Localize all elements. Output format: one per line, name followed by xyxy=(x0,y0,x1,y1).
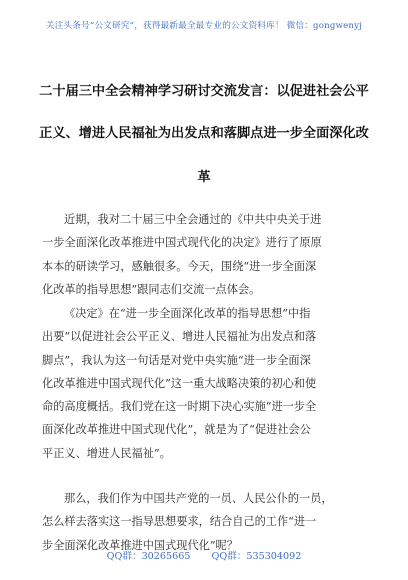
paragraph-line: 脚点”，我认为这一句话是对党中央实施“进一步全面深 xyxy=(42,353,311,367)
header-promo-note: 关注头条号“公文研究”，获得最新最全最专业的公文资料库！ 微信：gongwenyj xyxy=(45,21,363,31)
paragraph-line: 《决定》在“进一步全面深化改革的指导思想”中指 xyxy=(64,307,311,320)
paragraph-line: 那么，我们作为中国共产党的一员、人民公仆的一员， xyxy=(64,492,333,505)
paragraph-line: 出要“以促进社会公平正义、增进人民福祉为出发点和落 xyxy=(42,330,317,344)
paragraph-1 xyxy=(42,208,371,301)
title-line-2: 正义、增进人民福祉为出发点和落脚点进一步全面深化改 xyxy=(39,126,369,141)
footer-qq-group-1: QQ群：30265665 xyxy=(106,551,191,562)
paragraph-line: 命的高度概括。我们党在这一时期下决心实施“进一步全 xyxy=(42,400,317,414)
paragraph-line: 平正义、增进人民福祉”。 xyxy=(42,446,171,460)
paragraph-line: 一步全面深化改革推进中国式现代化的决定》进行了原原 xyxy=(42,236,322,250)
paragraph-line: 近期，我对二十届三中全会通过的《中共中央关于进 xyxy=(64,213,322,226)
paragraph-line: 化改革的指导思想”跟同志们交流一点体会。 xyxy=(42,282,261,296)
paragraph-line: 化改革推进中国式现代化”这一重大战略决策的初心和使 xyxy=(42,376,317,390)
paragraph-line: 面深化改革推进中国式现代化”，就是为了“促进社会公 xyxy=(42,423,311,437)
paragraph-line: 步全面深化改革推进中国式现代化”呢？ xyxy=(42,538,238,552)
title-line-3: 革 xyxy=(197,170,211,185)
paragraph-line: 本本的研读学习，感触很多。今天，围绕“进一步全面深 xyxy=(42,259,317,273)
footer-qq-group-2: QQ群：535304092 xyxy=(211,551,302,562)
paragraph-line: 怎么样去落实这一指导思想要求，结合自己的工作“进一 xyxy=(42,515,317,529)
paragraph-3 xyxy=(42,487,371,557)
title-line-1: 二十届三中全会精神学习研讨交流发言：以促进社会公平 xyxy=(39,84,369,99)
footer-qq-groups xyxy=(0,548,408,562)
paragraph-2 xyxy=(42,302,371,465)
